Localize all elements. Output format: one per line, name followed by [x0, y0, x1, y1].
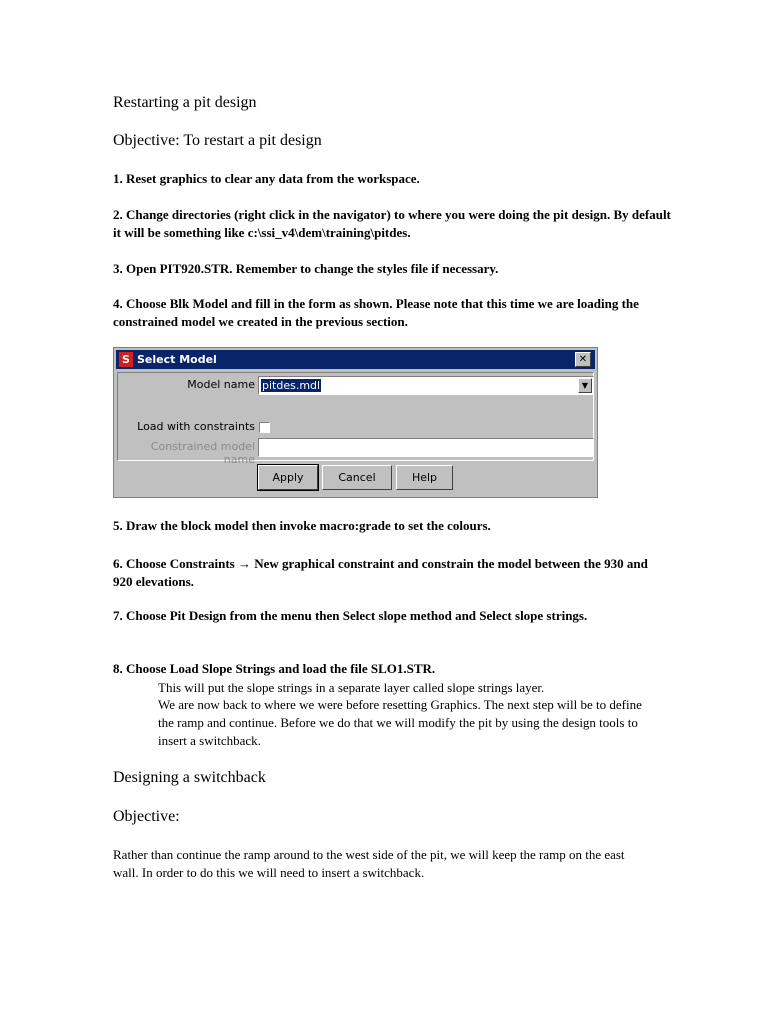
- constrained-model-input[interactable]: [258, 438, 594, 457]
- dialog-title: Select Model: [137, 353, 217, 366]
- dialog-title-bar: [116, 350, 595, 369]
- model-name-label: Model name: [187, 378, 255, 391]
- step-1: 1. Reset graphics to clear any data from the workspace.: [113, 171, 420, 186]
- model-name-value: pitdes.mdl: [262, 379, 321, 392]
- section-heading-switchback: Designing a switchback: [113, 769, 266, 786]
- help-button[interactable]: Help: [396, 465, 453, 490]
- model-name-dropdown[interactable]: [258, 376, 594, 395]
- load-constraints-label: Load with constraints: [137, 420, 255, 433]
- step-3: 3. Open PIT920.STR. Remember to change the styles file if necessary.: [113, 261, 499, 276]
- step-8: 8. Choose Load Slope Strings and load the file SLO1.STR.: [113, 661, 436, 676]
- cancel-button[interactable]: Cancel: [322, 465, 392, 490]
- step-7: 7. Choose Pit Design from the menu then Select slope method and Select slope strings.: [113, 608, 588, 623]
- dialog-form: [117, 372, 594, 466]
- step-5: 5. Draw the block model then invoke macro:grade to set the colours.: [113, 518, 491, 533]
- close-icon[interactable]: ✕: [575, 352, 591, 367]
- constrained-model-label: Constrained model name: [150, 440, 255, 466]
- step-8-detail-1: This will put the slope strings in a separate layer called slope strings layer.: [158, 680, 545, 695]
- step-2: 2. Change directories (right click in the navigator) to where you were doing the pit design. By default it will be something like c:\ssi_v4\dem\training\pitdes.: [113, 207, 671, 240]
- objective-restart: Objective: To restart a pit design: [113, 132, 322, 149]
- app-logo-icon: S: [119, 352, 133, 367]
- switchback-body: Rather than continue the ramp around to the west side of the pit, we will keep the ramp on the east wall. In order to do this we will need to insert a switchback.: [113, 847, 625, 880]
- step-8-detail-2: We are now back to where we were before resetting Graphics. The next step will be to define the ramp and continue. Before we do that we will modify the pit by using the design tools to insert a switchback.: [158, 697, 642, 748]
- step-4: 4. Choose Blk Model and fill in the form as shown. Please note that this time we are loading the constrained model we created in the previous section.: [113, 296, 639, 329]
- step-6: 6. Choose Constraints → New graphical constraint and constrain the model between the 930 and 920 elevations.: [113, 556, 648, 589]
- chevron-down-icon[interactable]: ▼: [578, 378, 592, 393]
- apply-button[interactable]: Apply: [258, 465, 318, 490]
- objective-switchback: Objective:: [113, 808, 180, 825]
- select-model-dialog: [113, 347, 598, 498]
- section-heading-restarting: Restarting a pit design: [113, 94, 257, 111]
- load-constraints-checkbox[interactable]: [259, 422, 270, 433]
